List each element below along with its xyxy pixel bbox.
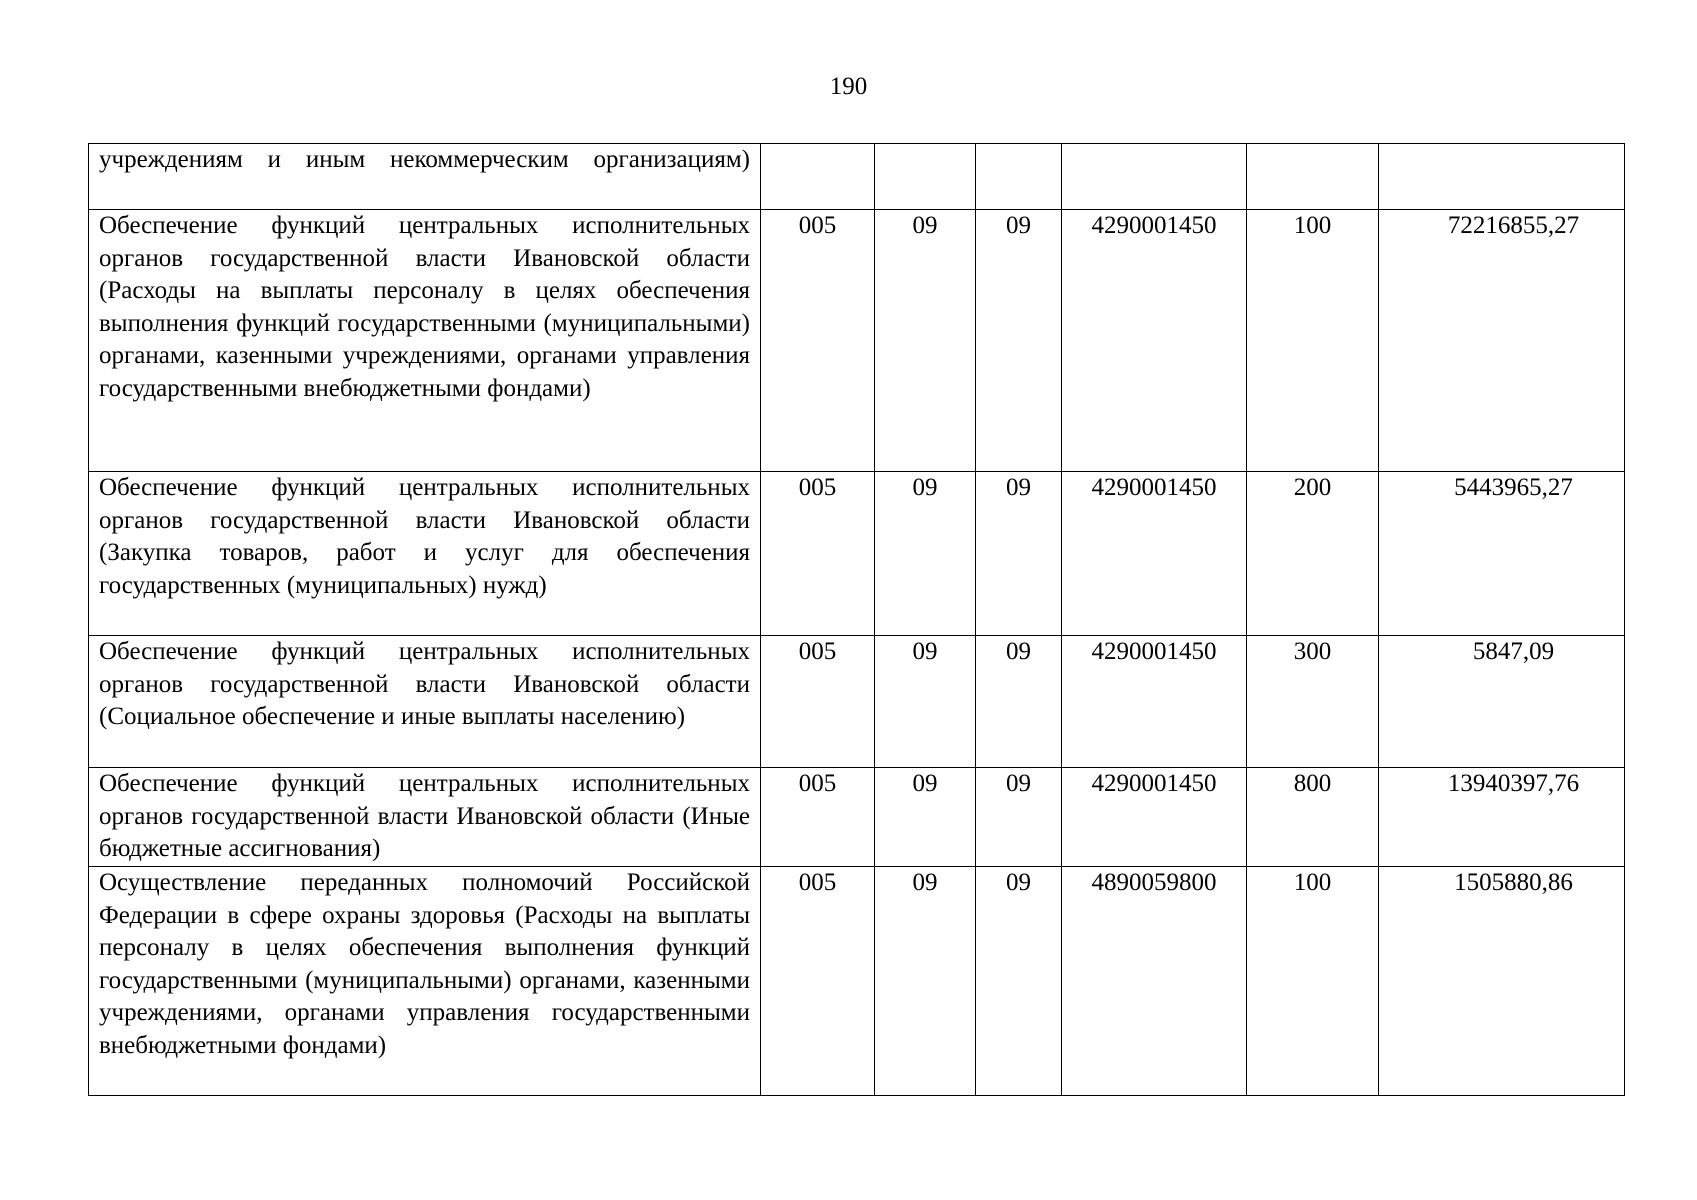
row-ved: 005	[761, 768, 875, 867]
row-amount: 13940397,76	[1379, 768, 1625, 867]
row-amount: 1505880,86	[1379, 867, 1625, 1096]
row-ved: 005	[761, 636, 875, 768]
row-subsection: 09	[976, 472, 1062, 636]
row-amount: 72216855,27	[1379, 210, 1625, 472]
row-section: 09	[875, 768, 976, 867]
table-row	[89, 210, 1625, 472]
row-ved: 005	[761, 210, 875, 472]
row-target-code: 4290001450	[1062, 636, 1247, 768]
row-ved: 005	[761, 472, 875, 636]
table-row	[89, 472, 1625, 636]
row-section: 09	[875, 472, 976, 636]
table-row	[89, 636, 1625, 768]
row-expense-type: 100	[1247, 210, 1379, 472]
row-ved	[761, 144, 875, 210]
row-expense-type: 100	[1247, 867, 1379, 1096]
row-amount: 5847,09	[1379, 636, 1625, 768]
table-row	[89, 144, 1625, 210]
row-subsection: 09	[976, 636, 1062, 768]
row-description: Обеспечение функций центральных исполнительных органов государственной власти Ивановской области (Закупка товаров, работ и услуг для обеспечения государственных (муниципальных) нужд)	[89, 472, 761, 636]
page-number: 190	[829, 73, 868, 100]
row-section: 09	[875, 210, 976, 472]
row-target-code: 4890059800	[1062, 867, 1247, 1096]
row-subsection: 09	[976, 210, 1062, 472]
row-target-code: 4290001450	[1062, 472, 1247, 636]
row-expense-type	[1247, 144, 1379, 210]
row-target-code	[1062, 144, 1247, 210]
row-subsection	[976, 144, 1062, 210]
row-description: Обеспечение функций центральных исполнительных органов государственной власти Ивановской области (Расходы на выплаты персоналу в целях обеспечения выполнения функций государственными (муниципальными) органами, казенными учреждениями, органами управления государственными внебюджетными фондами)	[89, 210, 761, 472]
row-section	[875, 144, 976, 210]
table-row	[89, 867, 1625, 1096]
row-description: учреждениям и иным некоммерческим организациям)	[89, 144, 761, 210]
row-description: Обеспечение функций центральных исполнительных органов государственной власти Ивановской области (Социальное обеспечение и иные выплаты населению)	[89, 636, 761, 768]
row-ved: 005	[761, 867, 875, 1096]
row-subsection: 09	[976, 867, 1062, 1096]
row-section: 09	[875, 636, 976, 768]
table-row	[89, 768, 1625, 867]
row-expense-type: 200	[1247, 472, 1379, 636]
row-target-code: 4290001450	[1062, 210, 1247, 472]
row-subsection: 09	[976, 768, 1062, 867]
row-description: Обеспечение функций центральных исполнительных органов государственной власти Ивановской области (Иные бюджетные ассигнования)	[89, 768, 761, 867]
row-expense-type: 800	[1247, 768, 1379, 867]
row-target-code: 4290001450	[1062, 768, 1247, 867]
row-description: Осуществление переданных полномочий Российской Федерации в сфере охраны здоровья (Расходы на выплаты персоналу в целях обеспечения выполнения функций государственными (муниципальными) органами, казенными учреждениями, органами управления государственными внебюджетными фондами)	[89, 867, 761, 1096]
row-section: 09	[875, 867, 976, 1096]
row-expense-type: 300	[1247, 636, 1379, 768]
budget-table	[88, 143, 1625, 1096]
row-amount	[1379, 144, 1625, 210]
row-amount: 5443965,27	[1379, 472, 1625, 636]
